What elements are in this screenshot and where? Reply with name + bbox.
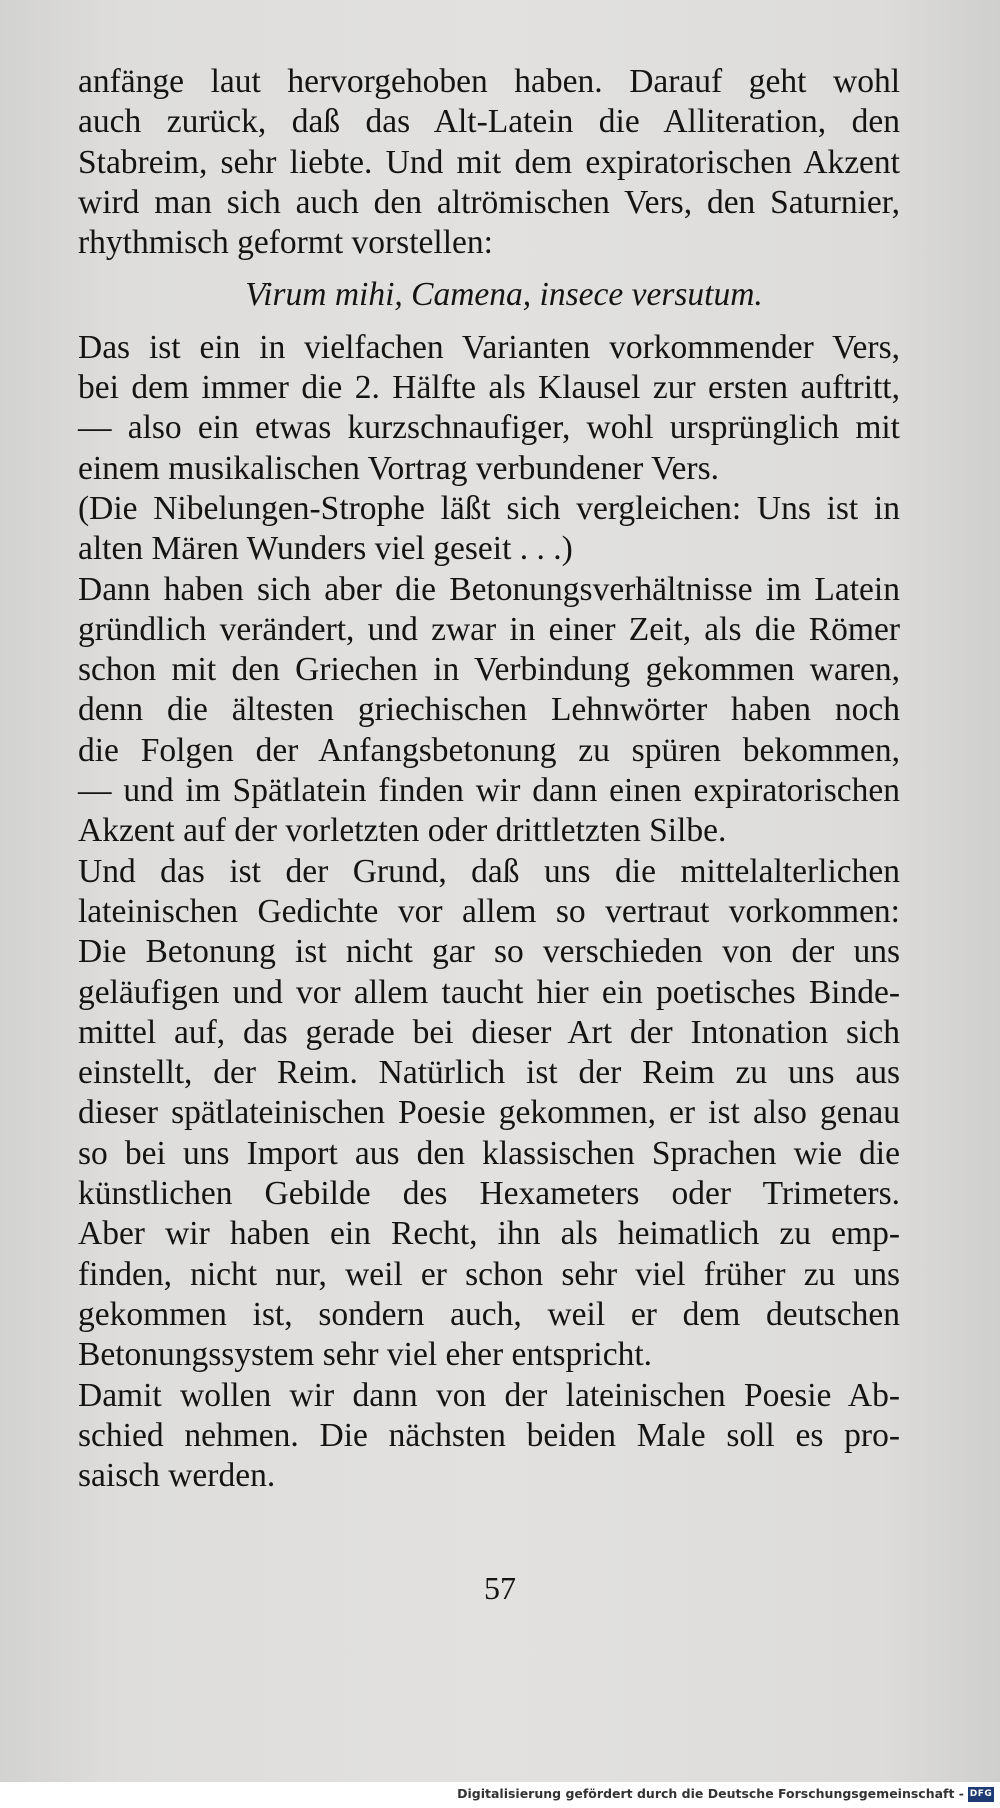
- text-line: wird man sich auch den altrömischen Vers, den Saturnier,: [78, 183, 900, 221]
- text-line: Stabreim, sehr liebte. Und mit dem expiratorischen Akzent: [78, 143, 900, 181]
- latin-verse: Virum mihi, Camena, insece versutum.: [245, 276, 763, 314]
- text-line: einem musikalischen Vortrag verbundener Vers.: [78, 449, 719, 487]
- text-line: künstlichen Gebilde des Hexameters oder Trimeters.: [78, 1175, 900, 1213]
- text-line: Akzent auf der vorletzten oder drittletzten Silbe.: [78, 812, 727, 850]
- text-line: — und im Spätlatein finden wir dann einen expiratorischen: [78, 772, 900, 810]
- text-line: einstellt, der Reim. Natürlich ist der Reim zu uns aus: [78, 1054, 900, 1092]
- text-line: anfänge laut hervorgehoben haben. Darauf geht wohl: [78, 63, 900, 100]
- text-line: schied nehmen. Die nächsten beiden Male soll es pro-: [78, 1416, 900, 1454]
- funding-credit: Digitalisierung gefördert durch die Deutsche Forschungsgemeinschaft -: [457, 1786, 964, 1801]
- text-line: Aber wir haben ein Recht, ihn als heimatlich zu emp-: [78, 1215, 900, 1253]
- text-line: bei dem immer die 2. Hälfte als Klausel zur ersten auftritt,: [78, 369, 900, 407]
- text-line: denn die ältesten griechischen Lehnwörter haben noch: [78, 691, 900, 729]
- text-line: geläufigen und vor allem taucht hier ein poetisches Binde-: [78, 973, 900, 1011]
- body-text: [78, 62, 900, 1496]
- text-line: Betonungssystem sehr viel eher entspricht.: [78, 1336, 653, 1374]
- text-line: so bei uns Import aus den klassischen Sprachen wie die: [78, 1134, 900, 1172]
- text-line: auch zurück, daß das Alt-Latein die Alliteration, den: [78, 103, 900, 141]
- text-line: Dann haben sich aber die Betonungsverhältnisse im Latein: [78, 570, 900, 608]
- text-line: Die Betonung ist nicht gar so verschieden von der uns: [78, 933, 900, 971]
- text-line: finden, nicht nur, weil er schon sehr viel früher zu uns: [78, 1255, 900, 1293]
- text-line: gekommen ist, sondern auch, weil er dem deutschen: [78, 1295, 900, 1333]
- page-number: 57: [484, 1570, 516, 1606]
- text-line: Und das ist der Grund, daß uns die mittelalterlichen: [78, 852, 900, 890]
- digitization-footer: [0, 1782, 1000, 1808]
- text-line: (Die Nibelungen-Strophe läßt sich vergleichen: Uns ist in: [78, 489, 900, 527]
- text-line: — also ein etwas kurzschnaufiger, wohl ursprünglich mit: [78, 409, 900, 447]
- text-line: lateinischen Gedichte vor allem so vertraut vorkommen:: [78, 892, 900, 930]
- text-line: alten Mären Wunders viel geseit . . .): [78, 530, 573, 568]
- text-line: die Folgen der Anfangsbetonung zu spüren bekommen,: [78, 731, 900, 769]
- text-line: schon mit den Griechen in Verbindung gekommen waren,: [78, 651, 900, 689]
- text-line: mittel auf, das gerade bei dieser Art der Intonation sich: [78, 1013, 900, 1051]
- text-line: dieser spätlateinischen Poesie gekommen, er ist also genau: [78, 1094, 900, 1132]
- text-line: Das ist ein in vielfachen Varianten vorkommender Vers,: [78, 328, 900, 366]
- text-line: gründlich verändert, und zwar in einer Zeit, als die Römer: [78, 610, 900, 648]
- text-line: saisch werden.: [78, 1457, 276, 1495]
- dfg-logo-icon: DFG: [968, 1787, 994, 1802]
- text-line: rhythmisch geformt vorstellen:: [78, 224, 493, 262]
- text-line: Damit wollen wir dann von der lateinischen Poesie Ab-: [78, 1376, 900, 1414]
